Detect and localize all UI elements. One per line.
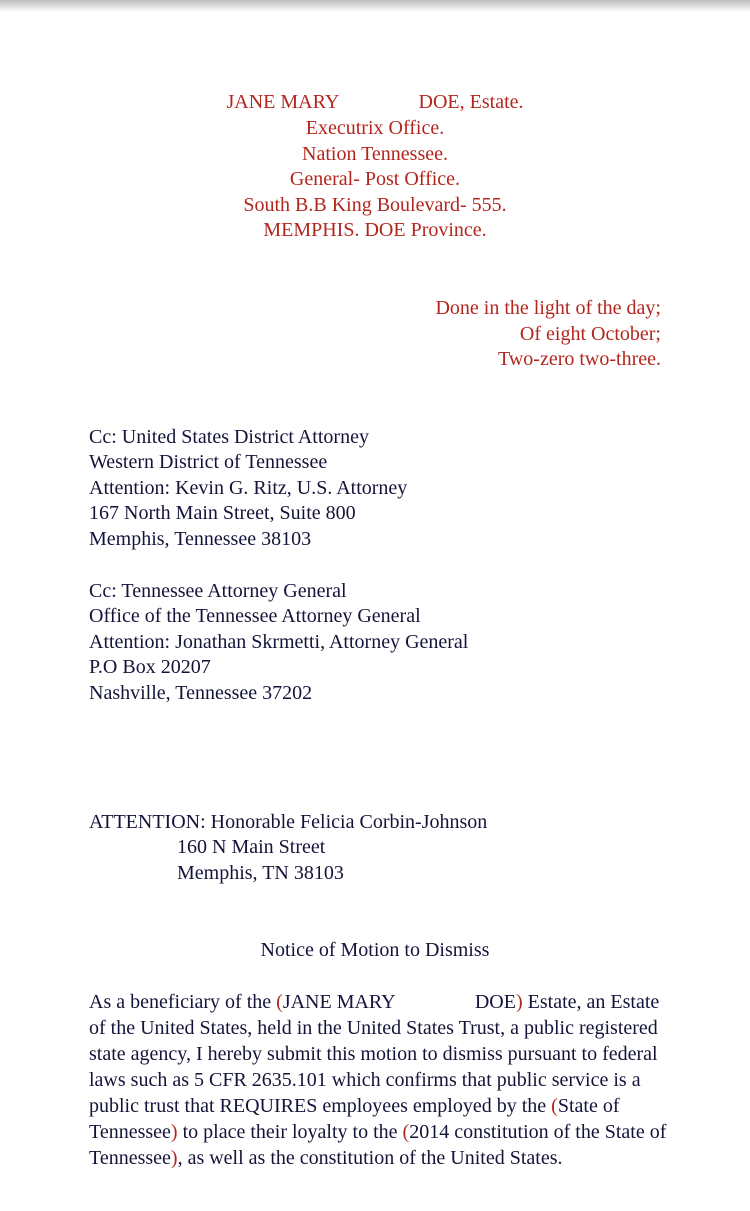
paren: ) <box>170 1121 178 1143</box>
body-text: Estate, an Estate of the United States, held in the United States Trust, a public registered state agency, I hereby submit this motion to dismiss pursuant to federal laws such as 5 CFR 2635.101 which confirms that public service is a public trust that REQUIRES employees employed by the <box>89 991 660 1117</box>
header-line: General- Post Office. <box>289 168 461 190</box>
attention-line: ATTENTION: Honorable Felicia Corbin-Johnson <box>89 811 488 833</box>
motion-body <box>89 989 669 1171</box>
estate-name: JANE MARY DOE <box>282 991 516 1013</box>
body-text: to place their loyalty to the <box>177 1121 403 1143</box>
date-line: Of eight October; <box>519 323 661 345</box>
header-line: Executrix Office. <box>305 117 445 139</box>
body-text: , as well as the constitution of the United States. <box>177 1147 563 1169</box>
paren: ( <box>276 991 283 1013</box>
body-text: As a beneficiary of the <box>89 991 277 1013</box>
header-line: South B.B King Boulevard- 555. <box>243 194 507 216</box>
cc-line: Office of the Tennessee Attorney General <box>89 605 421 627</box>
paren: ( <box>402 1121 410 1143</box>
constitution-name: 2014 constitution of the State of Tennessee <box>89 1121 667 1169</box>
document-title: Notice of Motion to Dismiss <box>260 939 490 961</box>
date-line: Done in the light of the day; <box>435 297 661 319</box>
paren: ) <box>170 1147 178 1169</box>
cc-line: Nashville, Tennessee 37202 <box>89 682 313 704</box>
date-line: Two-zero two-three. <box>498 348 661 370</box>
cc-line: Cc: United States District Attorney <box>89 426 369 448</box>
header-line: Nation Tennessee. <box>302 143 448 165</box>
header-line: MEMPHIS. DOE Province. <box>263 219 487 241</box>
cc-line: Attention: Jonathan Skrmetti, Attorney General <box>89 631 469 653</box>
attention-line: 160 N Main Street <box>177 836 326 858</box>
attention-line: Memphis, TN 38103 <box>177 862 344 884</box>
cc-line: P.O Box 20207 <box>89 656 211 678</box>
paren: ) <box>515 991 523 1013</box>
cc-line: Attention: Kevin G. Ritz, U.S. Attorney <box>89 477 408 499</box>
cc-line: Western District of Tennessee <box>89 451 328 473</box>
cc-line: 167 North Main Street, Suite 800 <box>89 502 356 524</box>
state-name: State of Tennessee <box>89 1095 620 1143</box>
paren: ( <box>551 1095 558 1117</box>
cc-line: Cc: Tennessee Attorney General <box>89 580 347 602</box>
header-line: JANE MARY DOE, Estate. <box>226 91 524 113</box>
cc-line: Memphis, Tennessee 38103 <box>89 528 312 550</box>
top-shadow <box>0 0 750 12</box>
